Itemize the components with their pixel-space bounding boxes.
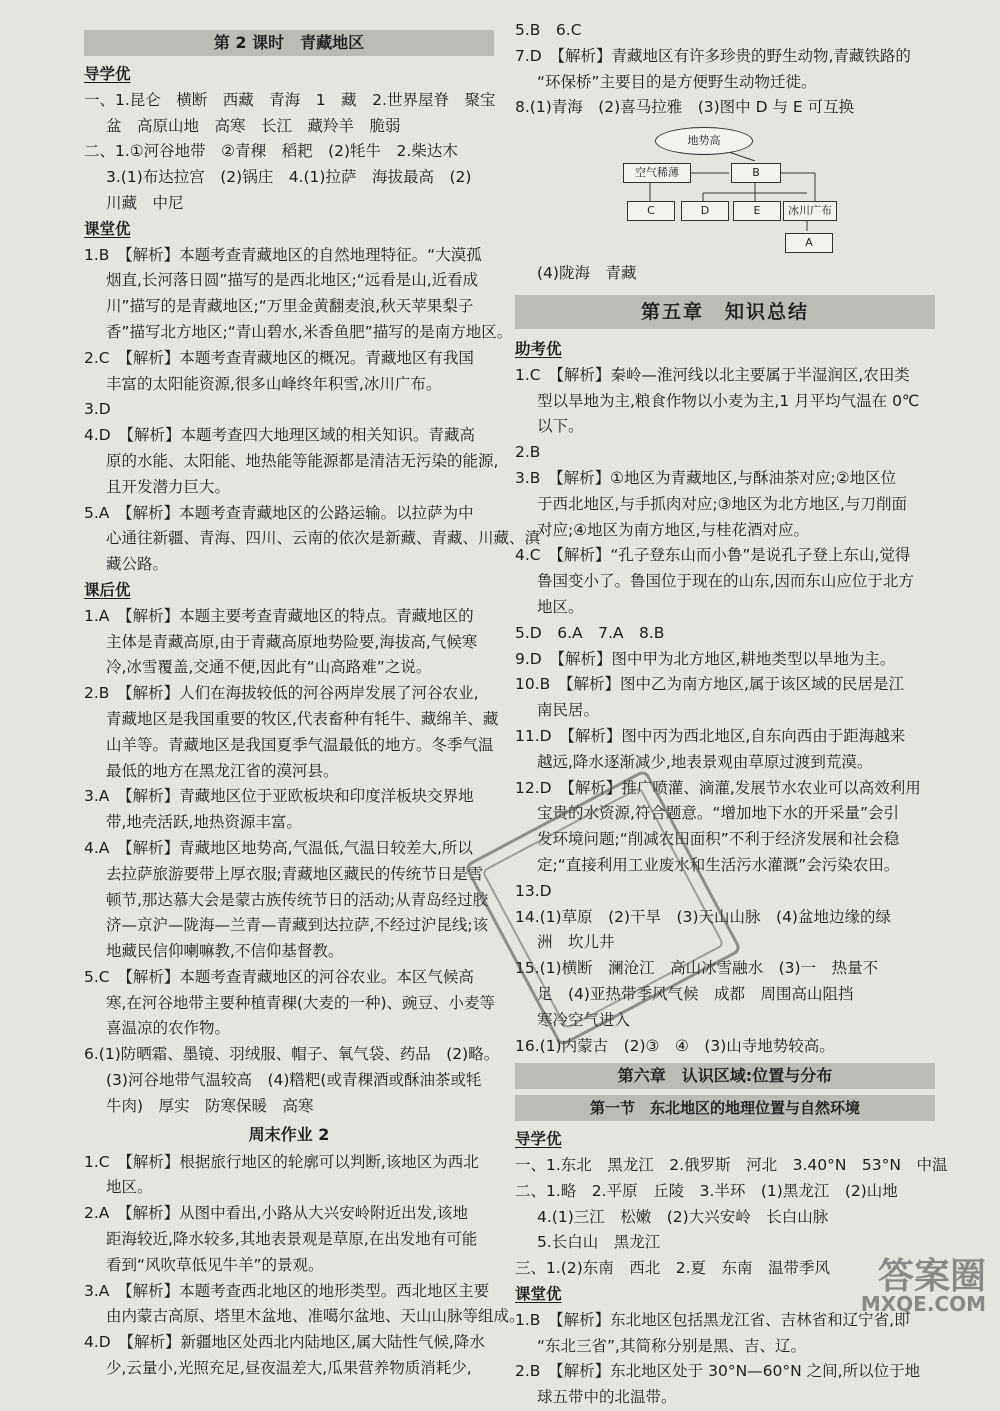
class-section-label: 课堂优 <box>84 219 131 238</box>
guide-section-label-right: 导学优 <box>515 1130 562 1149</box>
node-glacier: 冰川广布 <box>783 201 837 221</box>
answer-line: 3.B 【解析】①地区为青藏地区,与酥油茶对应;②地区位 <box>515 468 897 487</box>
answer-line: 且开发潜力巨大。 <box>106 477 231 496</box>
answer-line: 二、1.略 2.平原 丘陵 3.半环 (1)黑龙江 (2)山地 <box>515 1181 898 1200</box>
answer-line: 2.C 【解析】本题考查青藏地区的概况。青藏地区有我国 <box>84 348 474 367</box>
answer-line: 5.A 【解析】本题考查青藏地区的公路运输。以拉萨为中 <box>84 503 474 522</box>
answer-line: 3.A 【解析】本题考查西北地区的地形类型。西北地区主要 <box>84 1281 490 1300</box>
lesson-header: 第 2 课时 青藏地区 <box>84 30 494 56</box>
node-b: B <box>731 163 781 183</box>
answer-line: 距海较近,降水较多,其地表景观是草原,在出发地有可能 <box>106 1230 478 1249</box>
answer-line: 3.(1)布达拉宫 (2)锅庄 4.(1)拉萨 海拔最高 (2) <box>106 168 472 187</box>
watermark-sub: MXQE.COM <box>860 1292 986 1316</box>
answer-line: 5.D 6.A 7.A 8.B <box>515 623 665 642</box>
node-d: D <box>681 201 729 221</box>
answer-line: 型以旱地为主,粮食作物以小麦为主,1 月平均气温在 0℃ <box>537 391 920 410</box>
answer-line: 10.B 【解析】图中乙为南方地区,属于该区域的民居是江 <box>515 675 904 694</box>
answer-line: 山羊等。青藏地区是我国夏季气温最低的地方。冬季气温 <box>106 735 494 754</box>
answer-line: 4.D 【解析】本题考查四大地理区域的相关知识。青藏高 <box>84 426 475 445</box>
answer-line: 喜温凉的农作物。 <box>106 1019 231 1038</box>
guide-answers <box>84 88 494 217</box>
answer-line: 带,地壳活跃,地热资源丰富。 <box>106 813 302 832</box>
answer-line: 9.D 【解析】图中甲为北方地区,耕地类型以旱地为主。 <box>515 649 896 668</box>
answer-line: 12.D 【解析】推广喷灌、滴灌,发展节水农业可以高效利用 <box>515 778 921 797</box>
answer-line: 济—京沪—陇海—兰青—青藏到达拉萨,不经过沪昆线;该 <box>106 916 489 935</box>
answer-line: 寒冷空气进入 <box>537 1010 631 1029</box>
answer-line: 地藏民信仰喇嘛教,不信仰基督教。 <box>106 942 344 961</box>
answer-line: 3.D <box>84 400 111 419</box>
flow-diagram <box>515 121 935 261</box>
answer-line: 少,云量小,光照充足,昼夜温差大,瓜果营养物质消耗少, <box>106 1359 472 1378</box>
answer-line: 青藏地区是我国重要的牧区,代表畜种有牦牛、藏绵羊、藏 <box>106 709 499 728</box>
answer-line: 主体是青藏高原,由于青藏高原地势险要,海拔高,气候寒 <box>106 632 478 651</box>
answer-line: 7.D 【解析】青藏地区有许多珍贵的野生动物,青藏铁路的 <box>515 46 911 65</box>
answer-line: 川藏 中尼 <box>106 193 184 212</box>
answer-line: 看到“风吹草低见牛羊”的景观。 <box>106 1255 324 1274</box>
answer-line: 13.D <box>515 881 552 900</box>
answer-line: 南民居。 <box>537 701 600 720</box>
answer-line: 一、1.东北 黑龙江 2.俄罗斯 河北 3.40°N 53°N 中温 <box>515 1156 948 1175</box>
answer-line: 1.C 【解析】秦岭—淮河线以北主要属于半湿润区,农田类 <box>515 365 910 384</box>
answer-line: 14.(1)草原 (2)干旱 (3)天山山脉 (4)盆地边缘的绿 <box>515 907 891 926</box>
node-c: C <box>627 201 675 221</box>
answer-line: 三、1.(2)东南 西北 2.夏 东南 温带季风 <box>515 1259 831 1278</box>
answer-line: 地区。 <box>106 1178 153 1197</box>
answer-line: 4.D 【解析】新疆地区处西北内陆地区,属大陆性气候,降水 <box>84 1333 485 1352</box>
node-a: A <box>785 233 833 253</box>
answer-line: 最低的地方在黑龙江省的漠河县。 <box>106 761 339 780</box>
chapter6-title: 第六章 认识区域:位置与分布 <box>515 1063 935 1089</box>
answer-line: 丰富的太阳能资源,很多山峰终年积雪,冰川广布。 <box>106 374 442 393</box>
answer-line: 原的水能、太阳能、地热能等能源都是清洁无污染的能源, <box>106 451 499 470</box>
answer-line: 烟直,长河落日圆”描写的是西北地区;“远看是山,近看成 <box>106 271 479 290</box>
answer-line: 香”描写北方地区;“青山碧水,米香鱼肥”描写的是南方地区。 <box>106 322 513 341</box>
answer-line: 4.C 【解析】“孔子登东山而小鲁”是说孔子登上东山,觉得 <box>515 546 911 565</box>
answer-line: 于西北地区,与手抓肉对应;③地区为北方地区,与刀削面 <box>537 494 907 513</box>
answer-line: 一、1.昆仑 横断 西藏 青海 1 藏 2.世界屋脊 聚宝 <box>84 90 496 109</box>
answer-line: “东北三省”,其简称分别是黑、吉、辽。 <box>537 1336 806 1355</box>
answer-line: 球五带中的北温带。 <box>537 1388 677 1407</box>
answer-line: 16.(1)内蒙古 (2)③ ④ (3)山寺地势较高。 <box>515 1036 835 1055</box>
answer-line: “环保桥”主要目的是方便野生动物迁徙。 <box>537 72 817 91</box>
after-answers <box>84 604 500 1120</box>
answer-line: 川”描写的是青藏地区;“万里金黄翻麦浪,秋天苹果梨子 <box>106 297 474 316</box>
guide-section-label: 导学优 <box>84 65 131 83</box>
help-answers <box>515 363 935 1060</box>
weekend-title: 周末作业 2 <box>248 1124 330 1144</box>
answer-line: 顿节,那达慕大会是蒙古族传统节日的活动;从青岛经过胶 <box>106 890 489 909</box>
answer-line: 1.C 【解析】根据旅行地区的轮廓可以判断,该地区为西北 <box>84 1152 479 1171</box>
answer-line: 对应;④地区为南方地区,与桂花酒对应。 <box>537 520 810 539</box>
help-section-label: 助考优 <box>515 339 562 358</box>
answer-line: 越远,降水逐渐减少,地表景观由草原过渡到荒漠。 <box>537 752 873 771</box>
answer-line: 6.(1)防晒霜、墨镜、羽绒服、帽子、氧气袋、药品 (2)略。 <box>84 1045 500 1064</box>
answer-line: 3.A 【解析】青藏地区位于亚欧板块和印度洋板块交界地 <box>84 787 474 806</box>
answer-line: 以下。 <box>537 417 584 436</box>
answer-line: 4.(1)三江 松嫩 (2)大兴安岭 长白山脉 <box>537 1207 829 1226</box>
answer-line: 5.C 【解析】本题考查青藏地区的河谷农业。本区气候高 <box>84 967 474 986</box>
answer-line: 足 (4)亚热带季风气候 成都 周围高山阻挡 <box>537 984 854 1003</box>
answer-line: 寒,在河谷地带主要种植青稞(大麦的一种)、豌豆、小麦等 <box>106 993 496 1012</box>
answer-line: 1.B 【解析】本题考查青藏地区的自然地理特征。“大漠孤 <box>84 245 482 264</box>
answer-line: 1.A 【解析】本题主要考查青藏地区的特点。青藏地区的 <box>84 606 474 625</box>
answer-line: 去拉萨旅游要带上厚衣服;青藏地区藏民的传统节日是雪 <box>106 864 484 883</box>
answer-line: 由内蒙古高原、塔里木盆地、准噶尔盆地、天山山脉等组成。 <box>106 1307 525 1326</box>
answer-line: (4)陇海 青藏 <box>537 264 637 283</box>
watermark-main: 答案圈 <box>877 1256 986 1297</box>
answer-line: 冷,冰雪覆盖,交通不便,因此有“山高路难”之说。 <box>106 658 432 677</box>
class-answers-right <box>515 1308 935 1411</box>
answer-line: 鲁国变小了。鲁国位于现在的山东,因而东山应位于北方 <box>537 572 914 591</box>
section1-title: 第一节 东北地区的地理位置与自然环境 <box>515 1095 935 1121</box>
answer-line: 5.B 6.C <box>515 21 582 39</box>
after-section-label: 课后优 <box>84 580 131 599</box>
answer-line: 2.B <box>515 443 541 462</box>
answer-line: 地区。 <box>537 597 584 616</box>
answer-line: (3)河谷地带气温较高 (4)糌粑(或青稞酒或酥油茶或牦 <box>106 1071 482 1090</box>
answer-line: 二、1.①河谷地带 ②青稞 稻耙 (2)牦牛 2.柴达木 <box>84 142 458 161</box>
answer-line: 15.(1)横断 澜沧江 高山冰雪融水 (3)一 热量不 <box>515 959 879 978</box>
answer-line: 2.B 【解析】人们在海拔较低的河谷两岸发展了河谷农业, <box>84 684 479 703</box>
chapter5-title: 第五章 知识总结 <box>515 295 935 329</box>
answer-line: 8.(1)青海 (2)喜马拉雅 (3)图中 D 与 E 可互换 <box>515 98 855 117</box>
answer-line: 发环境问题;“削减农田面积”不利于经济发展和社会稳 <box>537 830 900 849</box>
answer-line: 1.B 【解析】东北地区包括黑龙江省、吉林省和辽宁省,即 <box>515 1310 910 1329</box>
right-column <box>515 18 948 1411</box>
weekend-answers <box>84 1150 525 1382</box>
answer-line: 牛肉) 厚实 防寒保暖 高寒 <box>106 1096 314 1115</box>
answer-line: 4.A 【解析】青藏地区地势高,气温低,气温日较差大,所以 <box>84 838 473 857</box>
answer-line: 定;“直接利用工业废水和生活污水灌溉”会污染农田。 <box>537 855 900 874</box>
answer-line: 盆 高原山地 高寒 长江 藏羚羊 脆弱 <box>106 116 401 135</box>
node-e: E <box>733 201 781 221</box>
answer-line: 11.D 【解析】图中丙为西北地区,自东向西由于距海越来 <box>515 726 906 745</box>
answer-line: 2.A 【解析】从图中看出,小路从大兴安岭附近出发,该地 <box>84 1204 468 1223</box>
answer-line: 5.长白山 黑龙江 <box>537 1233 661 1252</box>
node-thin-air: 空气稀薄 <box>623 163 691 183</box>
node-terrain: 地势高 <box>655 127 753 155</box>
answer-line: 宝贵的水资源,符合题意。“增加地下水的开采量”会引 <box>537 804 899 823</box>
answer-line: 洲 坎儿井 <box>537 933 615 952</box>
site-watermark <box>796 1256 986 1320</box>
answer-line: 藏公路。 <box>106 555 169 574</box>
answer-line: 2.B 【解析】东北地区处于 30°N—60°N 之间,所以位于地 <box>515 1362 921 1381</box>
answer-line: 心通往新疆、青海、四川、云南的依次是新藏、青藏、川藏、滇 <box>106 529 541 548</box>
class-section-label-right: 课堂优 <box>515 1285 562 1304</box>
